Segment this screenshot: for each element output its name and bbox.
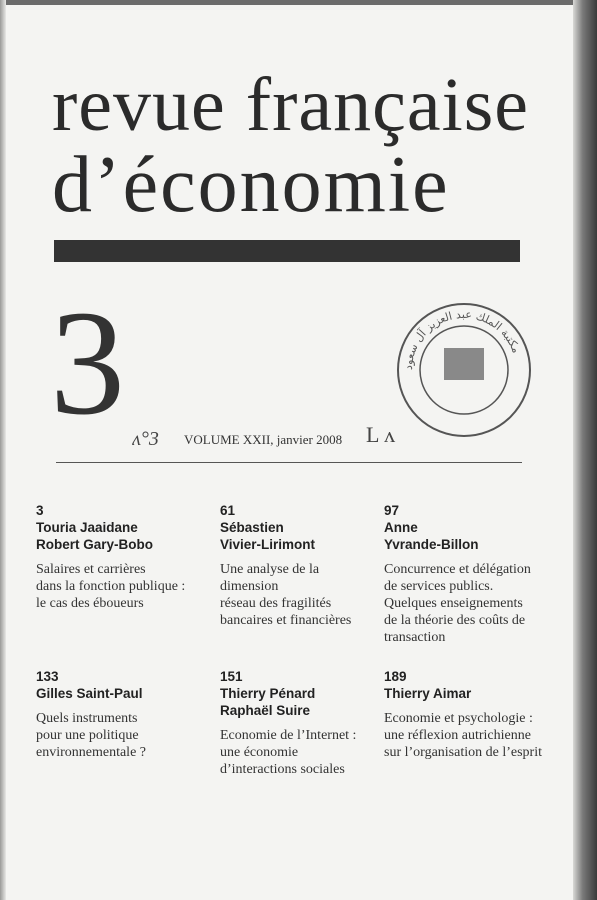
toc-title: Concurrence et délégation de services publics. Quelques enseignements de la théorie des coûts de transaction	[384, 562, 531, 645]
toc-page: 97	[384, 503, 400, 518]
toc-entry	[384, 502, 559, 646]
divider-rule	[56, 462, 522, 463]
toc-author: Thierry Pénard Raphaël Suire	[220, 686, 316, 718]
toc-entry	[384, 668, 559, 761]
toc-page: 133	[36, 669, 59, 684]
volume-line: VOLUME XXII, janvier 2008	[184, 432, 343, 447]
toc-entry	[220, 502, 395, 629]
page-top-edge	[0, 0, 597, 5]
toc-author: Anne Yvrande-Billon	[384, 520, 479, 552]
title-bar	[54, 240, 520, 262]
journal-title-line2: d’économie	[52, 141, 450, 229]
toc-page: 3	[36, 503, 44, 518]
handwritten-note-right: L ʌ	[366, 422, 396, 447]
toc-author: Sébastien Vivier-Lirimont	[220, 520, 316, 552]
library-stamp	[394, 300, 534, 440]
page-left-edge	[0, 0, 6, 900]
toc-title: Salaires et carrières dans la fonction publique : le cas des éboueurs	[36, 562, 186, 611]
issue-number: 3	[50, 280, 125, 446]
handwritten-note-left: ʌ°3	[132, 428, 159, 450]
toc-page: 189	[384, 669, 407, 684]
toc-entry	[36, 502, 211, 612]
toc-author: Touria Jaaidane Robert Gary-Bobo	[36, 520, 154, 552]
toc-title: Economie de l’Internet : une économie d’interactions sociales	[220, 728, 357, 777]
stamp-ring-text: مكتبة الملك عبد العزيز آل سعود	[401, 307, 523, 371]
toc-title: Une analyse de la dimension réseau des fragilités bancaires et financières	[220, 562, 352, 628]
toc-author: Gilles Saint-Paul	[36, 686, 143, 701]
toc-entry	[36, 668, 211, 761]
toc-page: 61	[220, 503, 236, 518]
toc-page: 151	[220, 669, 243, 684]
toc-author: Thierry Aimar	[384, 686, 472, 701]
journal-title-line1: revue française	[52, 63, 530, 147]
page-right-edge	[573, 0, 597, 900]
toc-title: Quels instruments pour une politique environnementale ?	[36, 711, 147, 760]
toc-entry	[220, 668, 395, 778]
toc-title: Economie et psychologie : une réflexion autrichienne sur l’organisation de l’esprit	[384, 711, 542, 760]
